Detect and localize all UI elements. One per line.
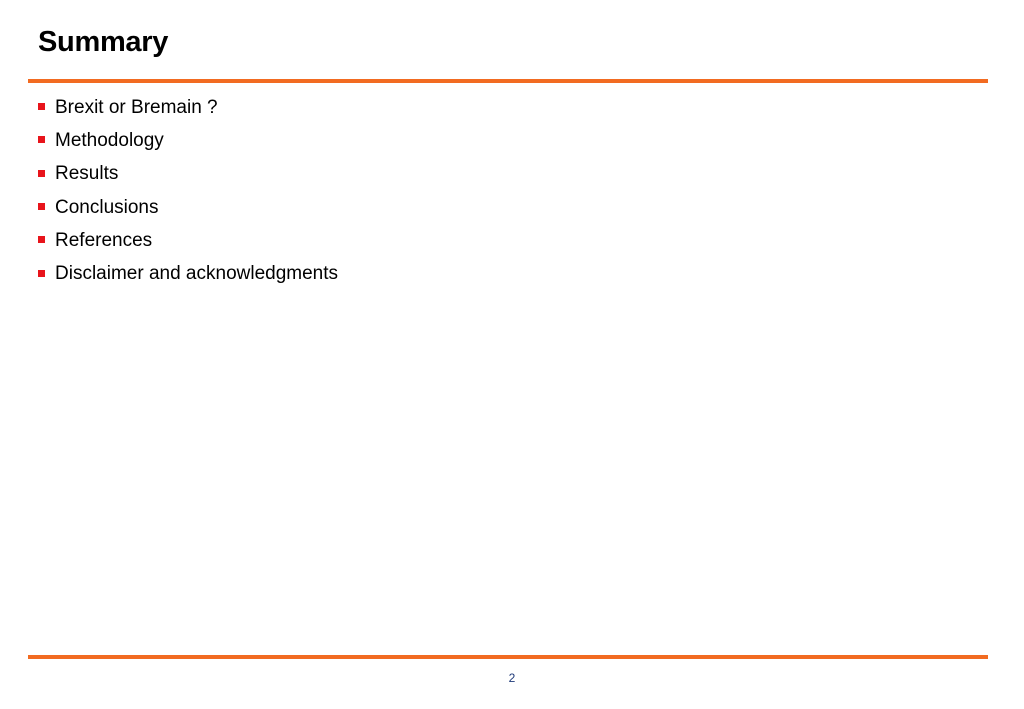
page-number: 2 (508, 671, 516, 685)
bullet-square-icon (38, 170, 45, 177)
agenda-item (38, 224, 338, 257)
agenda-item (38, 158, 338, 191)
footer-divider (28, 655, 988, 659)
agenda-item-label: References (55, 229, 153, 251)
agenda-item (38, 124, 338, 157)
agenda-item-label: Brexit or Bremain ? (55, 96, 218, 118)
bullet-square-icon (38, 270, 45, 277)
agenda-item (38, 191, 338, 224)
agenda-item (38, 91, 338, 124)
bullet-square-icon (38, 236, 45, 243)
agenda-list (38, 91, 338, 291)
bullet-square-icon (38, 103, 45, 110)
agenda-item-label: Conclusions (55, 196, 159, 218)
agenda-item-label: Methodology (55, 129, 164, 151)
bullet-square-icon (38, 203, 45, 210)
bullet-square-icon (38, 136, 45, 143)
agenda-item (38, 257, 338, 290)
agenda-item-label: Results (55, 163, 119, 185)
title-divider (28, 79, 988, 83)
slide-title: Summary (38, 26, 169, 58)
agenda-item-label: Disclaimer and acknowledgments (55, 263, 339, 285)
